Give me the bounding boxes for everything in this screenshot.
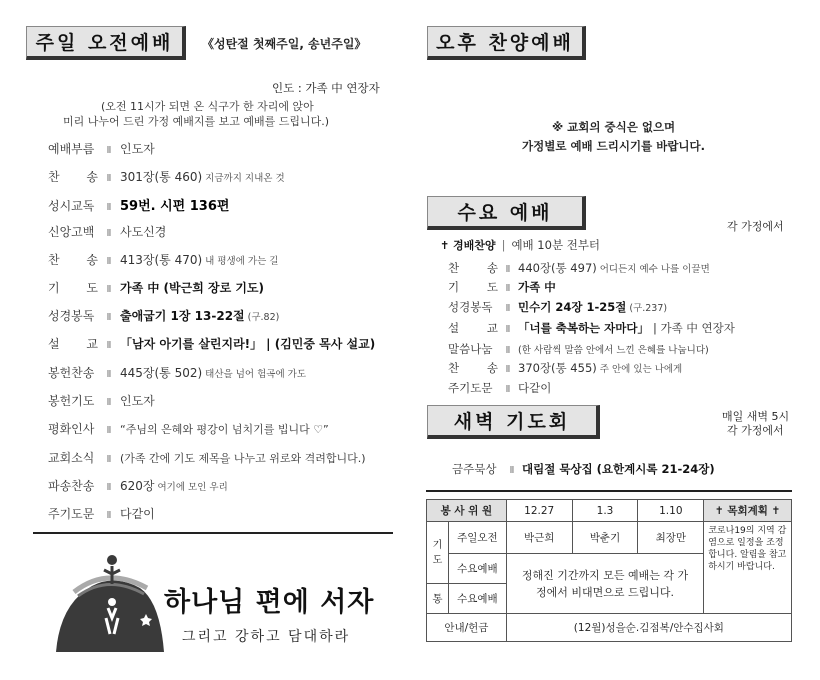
pastoral-plan: 코로나19의 지역 감염으로 일정을 조정합니다. 알림을 참고하시기 바랍니다.: [704, 522, 792, 614]
list-item: 예배부름 Ⅱ 인도자: [48, 142, 155, 156]
list-item: 말씀나눔 Ⅱ (한 사람씩 말씀 안에서 느낀 은혜를 나눕니다): [448, 342, 709, 356]
table-cell: 안내/헌금: [427, 614, 507, 642]
praise-row: ✝ 경배찬양 | 예배 10분 전부터: [440, 238, 601, 252]
hill-figure-icon: [52, 544, 172, 654]
morning-leader: 인도 : 가족 中 연장자: [272, 81, 380, 95]
table-cell: 주일오전: [448, 522, 506, 554]
table-cell: 기도: [427, 522, 449, 584]
afternoon-notice-1: ※ 교회의 중식은 없으며: [552, 120, 676, 134]
list-item: 신앙고백 Ⅱ 사도신경: [48, 225, 167, 239]
dawn-prayer-title: 새벽 기도회: [427, 405, 600, 439]
list-item: 파송찬송 Ⅱ 620장 여기에 모인 우리: [48, 479, 228, 493]
list-item: 찬 송 Ⅱ 301장(통 460) 지금까지 지내온 것: [48, 170, 285, 184]
table-header: 1.3: [572, 500, 638, 522]
table-cell: 수요예배: [448, 554, 506, 584]
list-item: 찬 송 Ⅱ 413장(통 470) 내 평생에 가는 길: [48, 253, 279, 267]
table-header: 봉 사 위 원: [427, 500, 507, 522]
table-cell: 박춘기: [572, 522, 638, 554]
list-item: 평화인사 Ⅱ “주님의 은혜와 평강이 넘치기를 빕니다 ♡”: [48, 422, 329, 436]
list-item: 주기도문 Ⅱ 다같이: [48, 507, 155, 521]
list-item: 찬 송 Ⅱ 440장(통 497) 어디든지 예수 나를 이끌면: [448, 261, 710, 275]
list-item: 성시교독 Ⅱ 59번. 시편 136편: [48, 199, 230, 214]
service-table: [426, 499, 792, 642]
section-divider: [426, 490, 792, 492]
logo-main-text: 하나님 편에 서자: [164, 587, 375, 618]
table-header: ✝ 목회계획 ✝: [704, 500, 792, 522]
dawn-location: 각 가정에서: [727, 424, 784, 437]
table-cell: 수요예배: [448, 584, 506, 614]
table-header: 1.10: [638, 500, 704, 522]
table-cell: 최장만: [638, 522, 704, 554]
list-item: 봉헌기도 Ⅱ 인도자: [48, 394, 155, 408]
table-cell: 박근희: [506, 522, 572, 554]
table-row: [427, 522, 792, 554]
morning-subtitle: 《성탄절 첫째주일, 송년주일》: [202, 37, 367, 51]
table-header-row: [427, 500, 792, 522]
table-cell: (12월)성을순.김점복/안수집사회: [506, 614, 791, 642]
wednesday-service-title: 수요 예배: [427, 196, 586, 230]
list-item: 성경봉독 Ⅱ 출애굽기 1장 13-22절 (구.82): [48, 309, 280, 323]
list-item: 기 도 Ⅱ 가족 中: [448, 280, 556, 294]
wednesday-location: 각 가정에서: [727, 220, 784, 233]
section-divider: [33, 532, 393, 534]
table-row: [427, 614, 792, 642]
list-item: 찬 송 Ⅱ 370장(통 455) 주 안에 있는 나에게: [448, 361, 683, 375]
morning-notice-1: (오전 11시가 되면 온 식구가 한 자리에 앉아: [101, 100, 314, 113]
morning-service-title: 주일 오전예배: [26, 26, 186, 60]
list-item: 교회소식 Ⅱ (가족 간에 기도 제목을 나누고 위로와 격려합니다.): [48, 451, 366, 465]
morning-notice-2: 미리 나누어 드린 가정 예배지를 보고 예배를 드립니다.): [63, 115, 330, 128]
list-item: 설 교 Ⅱ 「남자 아기를 살린지라!」 | (김민중 목사 설교): [48, 337, 376, 351]
table-cell: 통: [427, 584, 449, 614]
list-item: 주기도문 Ⅱ 다같이: [448, 381, 552, 395]
dawn-time: 매일 새벽 5시: [722, 410, 790, 423]
list-item: 봉헌찬송 Ⅱ 445장(통 502) 태산을 넘어 험곡에 가도: [48, 366, 307, 380]
list-item: 설 교 Ⅱ 「너를 축복하는 자마다」 | 가족 中 연장자: [448, 321, 735, 335]
dawn-meditation-row: 금주묵상 Ⅱ 대림절 묵상집 (요한계시록 21-24장): [452, 462, 715, 476]
logo-sub-text: 그리고 강하고 담대하라: [182, 629, 351, 645]
church-logo: [52, 540, 382, 668]
list-item: 성경봉독 Ⅱ 민수기 24장 1-25절 (구.237): [448, 300, 668, 314]
merged-notice: 정해진 기간까지 모든 예배는 각 가정에서 비대면으로 드립니다.: [506, 554, 703, 614]
table-header: 12.27: [506, 500, 572, 522]
afternoon-notice-2: 가정별로 예배 드리시기를 바랍니다.: [522, 139, 706, 153]
list-item: 기 도 Ⅱ 가족 中 (박근희 장로 기도): [48, 281, 265, 295]
afternoon-service-title: 오후 찬양예배: [427, 26, 586, 60]
